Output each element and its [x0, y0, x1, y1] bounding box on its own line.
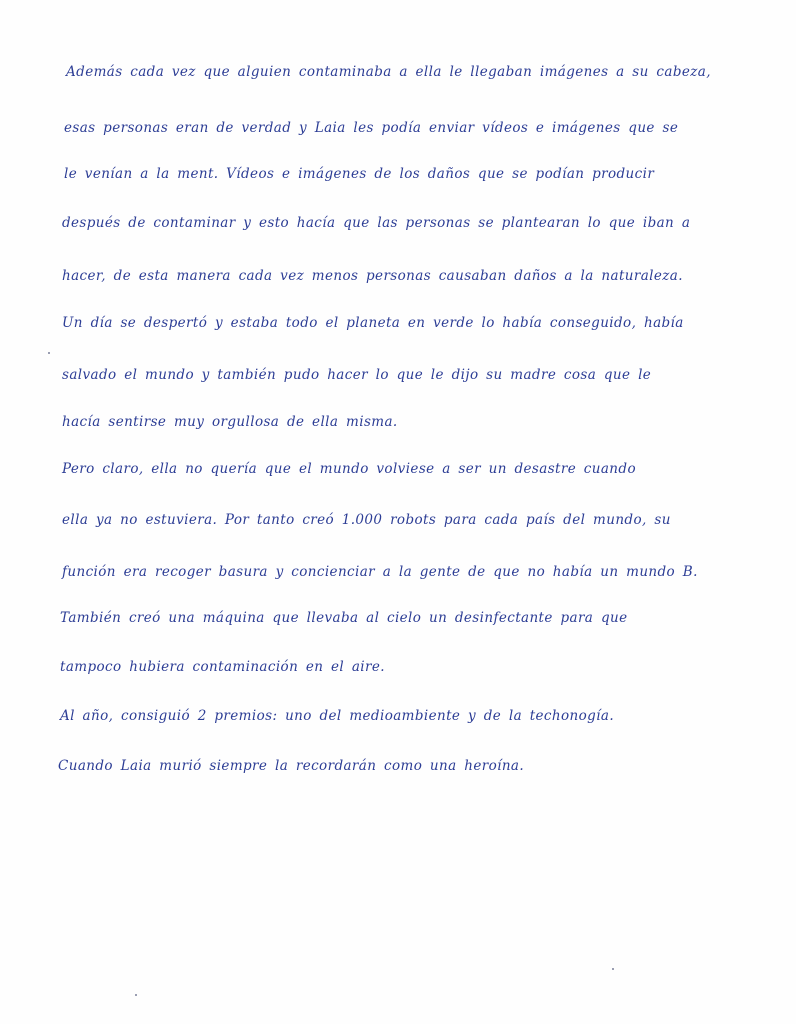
text-line-9: Pero claro, ella no quería que el mundo volviese a ser un desastre cuando [62, 461, 636, 477]
text-line-11: función era recoger basura y concienciar a la gente de que no había un mundo B. [62, 564, 698, 580]
text-line-2: esas personas eran de verdad y Laia les podía enviar vídeos e imágenes que se [64, 120, 679, 136]
text-line-12: También creó una máquina que llevaba al cielo un desinfectante para que [60, 610, 628, 626]
text-line-8: hacía sentirse muy orgullosa de ella misma. [62, 414, 398, 430]
text-line-13: tampoco hubiera contaminación en el aire. [60, 659, 385, 675]
text-line-5: hacer, de esta manera cada vez menos personas causaban daños a la naturaleza. [62, 268, 683, 284]
text-line-10: ella ya no estuviera. Por tanto creó 1.000 robots para cada país del mundo, su [62, 512, 671, 528]
text-line-7: salvado el mundo y también pudo hacer lo que le dijo su madre cosa que le [62, 367, 652, 383]
text-line-6: Un día se despertó y estaba todo el planeta en verde lo había conseguido, había [62, 315, 684, 331]
text-line-14: Al año, consiguió 2 premios: uno del medioambiente y de la techonogía. [60, 708, 615, 724]
text-line-1: Además cada vez que alguien contaminaba a ella le llegaban imágenes a su cabeza, [66, 64, 711, 80]
paper-speck [135, 994, 137, 996]
text-line-4: después de contaminar y esto hacía que las personas se plantearan lo que iban a [62, 215, 691, 231]
paper-speck [48, 352, 50, 354]
text-line-3: le venían a la ment. Vídeos e imágenes de los daños que se podían producir [64, 166, 655, 182]
paper-speck [612, 968, 614, 970]
text-line-15: Cuando Laia murió siempre la recordarán como una heroína. [58, 758, 525, 774]
